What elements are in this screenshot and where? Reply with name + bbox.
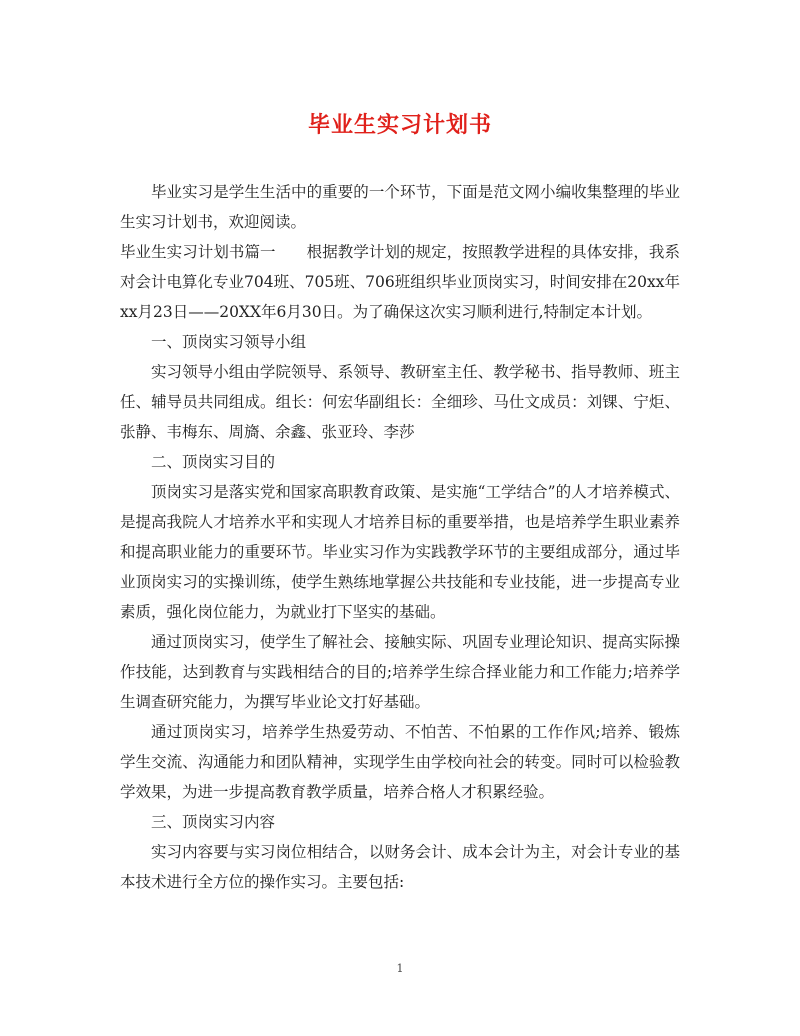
section-heading-1: 一、顶岗实习领导小组	[151, 333, 307, 351]
page-number: 1	[396, 962, 404, 975]
leadership-paragraph: 实习领导小组由学院领导、系领导、教研室主任、教学秘书、指导教师、班主任、辅导员共同组成。组长：何宏华副组长：全细珍、马仕文成员：刘锞、宁炬、张静、韦梅东、周旖、余鑫、张亚玲、李莎	[120, 363, 680, 441]
section-heading-2: 二、顶岗实习目的	[151, 453, 276, 471]
document-body	[120, 177, 680, 897]
intro-paragraph: 毕业实习是学生生活中的重要的一个环节，下面是范文网小编收集整理的毕业生实习计划书，欢迎阅读。	[120, 183, 680, 231]
plan-intro-paragraph: 毕业生实习计划书篇一 根据教学计划的规定，按照教学进程的具体安排，我系对会计电算化专业704班、705班、706班组织毕业顶岗实习，时间安排在20xx年xx月23日——20XX年6月30日。为了确保这次实习顺利进行,特制定本计划。	[120, 243, 680, 321]
section-heading-3: 三、顶岗实习内容	[151, 813, 276, 831]
purpose-paragraph-3: 通过顶岗实习，培养学生热爱劳动、不怕苦、不怕累的工作作风;培养、锻炼学生交流、沟通能力和团队精神，实现学生由学校向社会的转变。同时可以检验教学效果，为进一步提高教育教学质量，培养合格人才积累经验。	[120, 723, 680, 801]
purpose-paragraph-2: 通过顶岗实习，使学生了解社会、接触实际、巩固专业理论知识、提高实际操作技能，达到教育与实践相结合的目的;培养学生综合择业能力和工作能力;培养学生调查研究能力，为撰写毕业论文打好基础。	[120, 633, 680, 711]
document-title: 毕业生实习计划书	[307, 112, 492, 138]
purpose-paragraph-1: 顶岗实习是落实党和国家高职教育政策、是实施“工学结合”的人才培养模式、是提高我院人才培养水平和实现人才培养目标的重要举措，也是培养学生职业素养和提高职业能力的重要环节。毕业实习作为实践教学环节的主要组成部分，通过毕业顶岗实习的实操训练，使学生熟练地掌握公共技能和专业技能，进一步提高专业素质，强化岗位能力，为就业打下坚实的基础。	[120, 483, 680, 621]
content-paragraph: 实习内容要与实习岗位相结合，以财务会计、成本会计为主，对会计专业的基本技术进行全方位的操作实习。主要包括:	[120, 843, 680, 891]
